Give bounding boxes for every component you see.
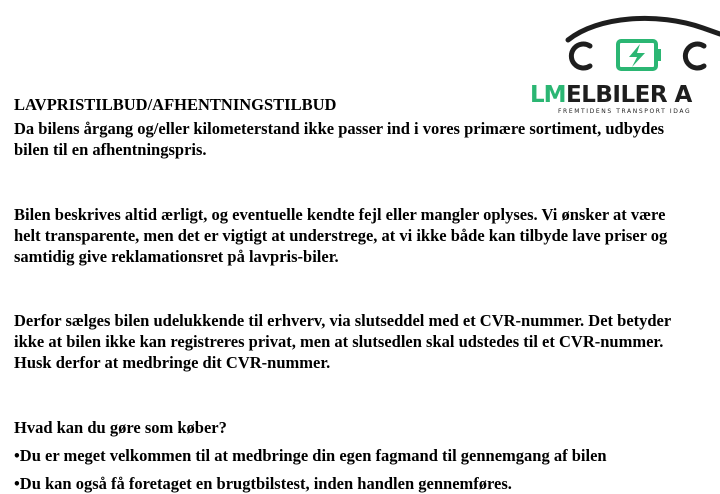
car-battery-icon xyxy=(568,18,720,69)
paragraph-transparency xyxy=(14,204,720,267)
document-body xyxy=(14,94,720,494)
text-line: helt transparente, men det er vigtigt at understrege, at vi ikke både kan tilbyde lave priser og xyxy=(14,226,668,245)
text-line: samtidig give reklamationsret på lavpris-biler. xyxy=(14,247,339,266)
text-line: Bilen beskrives altid ærligt, og eventuelle kendte fejl eller mangler oplyses. Vi ønsker at være xyxy=(14,205,666,224)
buyer-question: Hvad kan du gøre som køber? xyxy=(14,418,227,437)
text-line: Da bilens årgang og/eller kilometerstand ikke passer ind i vores primære sortiment, udbydes xyxy=(14,119,665,138)
paragraph-intro xyxy=(14,118,720,160)
brand-lm: LM xyxy=(530,82,566,108)
bullet-item: •Du er meget velkommen til at medbringe din egen fagmand til gennemgang af bilen xyxy=(14,446,607,465)
document-title: LAVPRISTILBUD/AFHENTNINGSTILBUD xyxy=(14,95,337,114)
bullet-item: •Du kan også få foretaget en brugtbilstest, inden handlen gennemføres. xyxy=(14,474,512,493)
text-line: ikke at bilen ikke kan registreres privat, men at slutsedlen skal udstedes til et CVR-nummer. xyxy=(14,332,664,351)
brand-tagline: FREMTIDENS TRANSPORT IDAG xyxy=(558,108,692,115)
brand-name: ELBILER A xyxy=(566,82,692,108)
paragraph-business-sale xyxy=(14,310,720,373)
text-line: Husk derfor at medbringe dit CVR-nummer. xyxy=(14,353,331,372)
text-line: bilen til en afhentningspris. xyxy=(14,140,207,159)
text-line: Derfor sælges bilen udelukkende til erhverv, via slutseddel med et CVR-nummer. Det betyder xyxy=(14,311,672,330)
